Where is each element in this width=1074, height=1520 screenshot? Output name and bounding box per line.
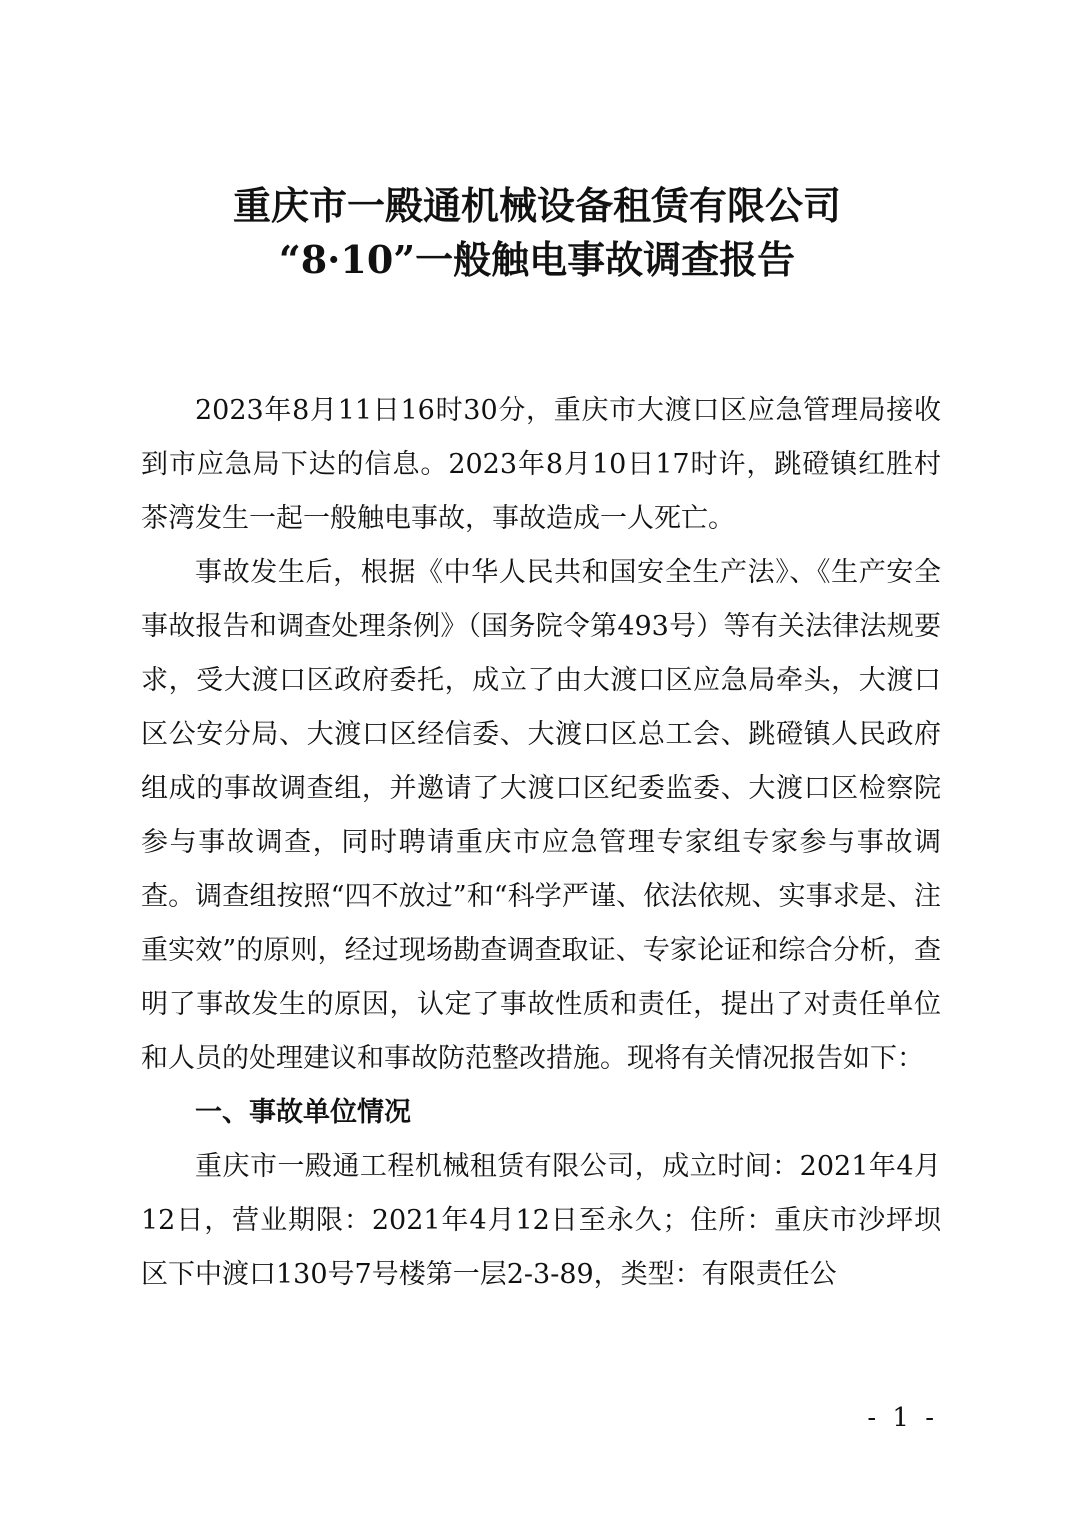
document-title-line-2: “8·10”一般触电事故调查报告	[278, 237, 796, 282]
paragraph-company-info: 重庆市一殿通工程机械租赁有限公司，成立时间：2021年4月12日，营业期限：2021年4月12日至永久；住所：重庆市沙坪坝区下中渡口130号7号楼第一层2-3-89，类型：有限责任公	[141, 1151, 941, 1290]
section-heading: 一、事故单位情况	[195, 1097, 411, 1128]
page-number: - 1 -	[867, 1403, 938, 1433]
paragraph-investigation-setup: 事故发生后，根据《中华人民共和国安全生产法》、《生产安全事故报告和调查处理条例》（国务院令第493号）等有关法律法规要求，受大渡口区政府委托，成立了由大渡口区应急局牵头，大渡口区公安分局、大渡口区经信委、大渡口区总工会、跳磴镇人民政府组成的事故调查组，并邀请了大渡口区纪委监委、大渡口区检察院参与事故调查，同时聘请重庆市应急管理专家组专家参与事故调查。调查组按照“四不放过”和“科学严谨、依法依规、实事求是、注重实效”的原则，经过现场勘查调查取证、专家论证和综合分析，查明了事故发生的原因，认定了事故性质和责任，提出了对责任单位和人员的处理建议和事故防范整改措施。现将有关情况报告如下：	[141, 557, 941, 1074]
document-title-line-1: 重庆市一殿通机械设备租赁有限公司	[232, 183, 841, 228]
document-body	[141, 384, 941, 1302]
paragraph-incident-report: 2023年8月11日16时30分，重庆市大渡口区应急管理局接收到市应急局下达的信息。2023年8月10日17时许，跳磴镇红胜村茶湾发生一起一般触电事故，事故造成一人死亡。	[141, 395, 941, 534]
